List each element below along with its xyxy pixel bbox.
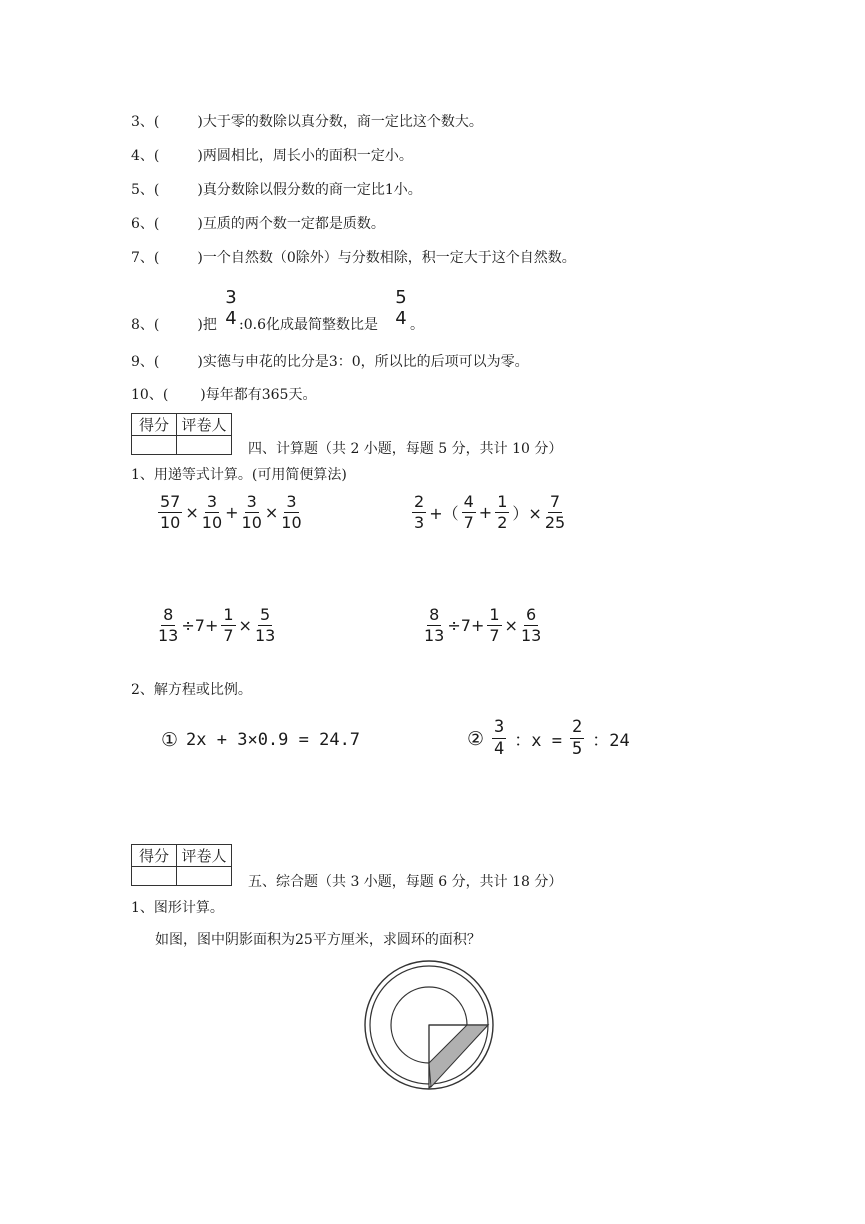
tf-item-8 bbox=[131, 316, 217, 334]
fraction-denominator: 4 bbox=[395, 308, 407, 329]
tf-item-6 bbox=[131, 215, 385, 233]
fraction: $\frac{2}{5}$ bbox=[572, 717, 583, 759]
score-label: 得分 bbox=[132, 414, 177, 436]
tf-text: )一个自然数（0除外）与分数相除，积一定大于这个自然数。 bbox=[197, 250, 576, 266]
item8-end: 。 bbox=[410, 317, 424, 333]
equation-text: 2x + 3×0.9 = 24.7 bbox=[186, 730, 361, 750]
tf-text: )每年都有365天。 bbox=[200, 387, 317, 403]
equation-text: ：x = bbox=[514, 731, 563, 751]
tf-number: 6、( bbox=[131, 216, 160, 232]
tf-text: )两圆相比，周长小的面积一定小。 bbox=[197, 148, 413, 164]
operator: × bbox=[504, 616, 518, 635]
tf-item-5 bbox=[131, 181, 422, 199]
fraction: $\frac{3}{10}$ bbox=[281, 492, 302, 532]
operator: ÷7+ bbox=[447, 616, 485, 635]
fraction: $\frac{1}{7}$ bbox=[223, 605, 234, 645]
tf-item-4 bbox=[131, 147, 413, 165]
score-label: 得分 bbox=[132, 845, 177, 867]
fraction: $\frac{7}{25}$ bbox=[544, 492, 566, 532]
equation-2 bbox=[467, 719, 630, 758]
grader-label: 评卷人 bbox=[177, 414, 232, 436]
operator: + bbox=[225, 503, 239, 522]
circled-number: ② bbox=[467, 727, 485, 750]
item8-middle-text: :0.6化成最简整数比是 bbox=[239, 317, 378, 333]
expression-3 bbox=[158, 607, 275, 644]
operator: +（ bbox=[429, 504, 459, 523]
operator: ）× bbox=[512, 504, 542, 523]
fraction-numerator: 5 bbox=[395, 287, 407, 308]
tf-text: )真分数除以假分数的商一定比1小。 bbox=[197, 182, 422, 198]
fraction: $\frac{3}{10}$ bbox=[201, 492, 223, 532]
item8-fraction-2 bbox=[394, 287, 408, 329]
tf-number: 10、( bbox=[131, 387, 169, 403]
expression-2 bbox=[412, 494, 565, 531]
section-5-question-1: 1、图形计算。 bbox=[131, 900, 224, 916]
fraction: $\frac{8}{13}$ bbox=[158, 605, 179, 645]
circled-number: ① bbox=[161, 729, 179, 751]
tf-item-7 bbox=[131, 249, 576, 267]
operator: + bbox=[478, 503, 493, 522]
operator: × bbox=[238, 616, 252, 635]
score-table bbox=[131, 844, 232, 886]
fraction: $\frac{4}{7}$ bbox=[463, 492, 474, 532]
equation-text: ：24 bbox=[592, 731, 630, 751]
tf-item-9 bbox=[131, 353, 529, 371]
tf-text: )互质的两个数一定都是质数。 bbox=[197, 216, 385, 232]
item8-fraction-1 bbox=[224, 287, 238, 329]
tf-number: 7、( bbox=[131, 250, 160, 266]
section-4-title: 四、计算题（共 2 小题，每题 5 分，共计 10 分） bbox=[248, 441, 563, 457]
tf-item-10 bbox=[131, 386, 316, 404]
fraction-denominator: 4 bbox=[225, 308, 237, 329]
section-4-question-1: 1、用递等式计算。(可用简便算法) bbox=[131, 467, 347, 483]
fraction: $\frac{1}{2}$ bbox=[497, 492, 508, 532]
tf-number: 4、( bbox=[131, 148, 160, 164]
expression-4 bbox=[424, 607, 541, 644]
score-cell[interactable] bbox=[132, 867, 177, 886]
fraction: $\frac{8}{13}$ bbox=[424, 605, 445, 645]
section-4-question-2: 2、解方程或比例。 bbox=[131, 682, 252, 698]
expression-1 bbox=[158, 494, 302, 531]
equation-1 bbox=[161, 729, 360, 751]
section-5-question-desc: 如图，图中阴影面积为25平方厘米，求圆环的面积？ bbox=[155, 932, 481, 948]
fraction: $\frac{3}{10}$ bbox=[241, 492, 262, 532]
tf-item-3 bbox=[131, 113, 483, 131]
tf-number: 5、( bbox=[131, 182, 160, 198]
tf-text: )实德与申花的比分是3：0，所以比的后项可以为零。 bbox=[197, 354, 529, 370]
annulus-figure bbox=[360, 958, 500, 1098]
fraction: $\frac{3}{4}$ bbox=[494, 717, 505, 759]
grader-cell[interactable] bbox=[177, 436, 232, 455]
operator: ÷7+ bbox=[181, 616, 219, 635]
tf-number: 8、( bbox=[131, 317, 160, 333]
tf-number: 9、( bbox=[131, 354, 160, 370]
operator: × bbox=[264, 503, 279, 522]
tf-text: )把 bbox=[197, 317, 217, 333]
fraction: $\frac{2}{3}$ bbox=[414, 492, 425, 532]
fraction: $\frac{5}{13}$ bbox=[254, 605, 276, 645]
operator: × bbox=[185, 503, 199, 522]
score-table bbox=[131, 413, 232, 455]
fraction: $\frac{57}{10}$ bbox=[160, 492, 181, 532]
score-cell[interactable] bbox=[132, 436, 177, 455]
fraction: $\frac{6}{13}$ bbox=[520, 605, 542, 645]
grader-label: 评卷人 bbox=[177, 845, 232, 867]
section-5-title: 五、综合题（共 3 小题，每题 6 分，共计 18 分） bbox=[248, 874, 563, 890]
grader-cell[interactable] bbox=[177, 867, 232, 886]
tf-text: )大于零的数除以真分数，商一定比这个数大。 bbox=[197, 114, 483, 130]
tf-number: 3、( bbox=[131, 114, 160, 130]
fraction-numerator: 3 bbox=[225, 287, 237, 308]
fraction: $\frac{1}{7}$ bbox=[489, 605, 500, 645]
